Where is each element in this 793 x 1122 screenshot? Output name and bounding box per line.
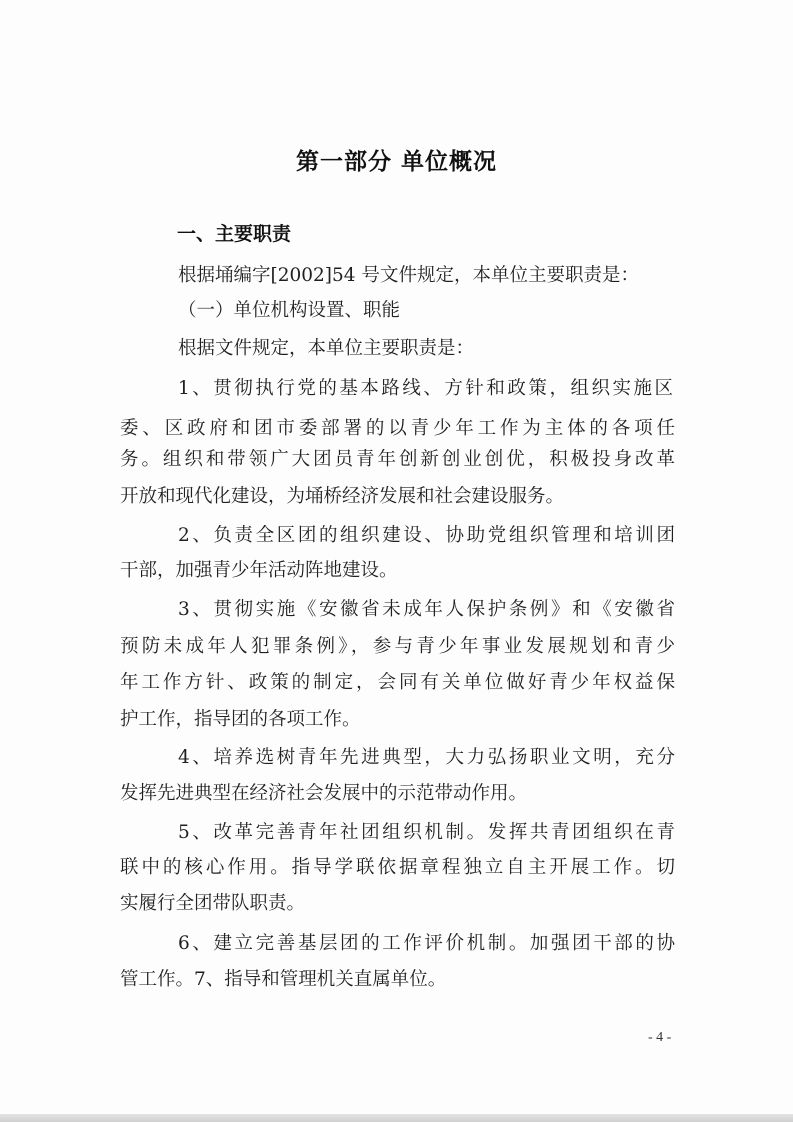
paragraph-line: 2、负责全区团的组织建设、协助党组织管理和培训团 (178, 525, 675, 546)
paragraph-line: 1、贯彻执行党的基本路线、方针和政策，组织实施区 (178, 378, 673, 399)
paragraph-line: 发挥先进典型在经济社会发展中的示范带动作用。 (120, 783, 528, 804)
paragraph-line: 管工作。7、指导和管理机关直属单位。 (120, 969, 447, 990)
paragraph-line: 根据文件规定，本单位主要职责是： (178, 338, 475, 359)
paragraph-line: 预防未成年人犯罪条例》，参与青少年事业发展规划和青少 (120, 636, 675, 657)
page-title: 第一部分 单位概况 (295, 149, 497, 175)
paragraph-line: 务。组织和带领广大团员青年创新创业创优，积极投身改革 (120, 449, 675, 470)
paragraph-line: 护工作，指导团的各项工作。 (120, 709, 361, 730)
paragraph-line: 委、区政府和团市委部署的以青少年工作为主体的各项任 (120, 418, 675, 439)
page-number: - 4 - (648, 1030, 672, 1045)
paragraph-line: 5、改革完善青年社团组织机制。发挥共青团组织在青 (178, 822, 675, 843)
paragraph-line: （一）单位机构设置、职能 (178, 300, 401, 321)
paragraph-line: 根据埇编字[2002]54 号文件规定，本单位主要职责是： (178, 265, 639, 286)
paragraph-line: 年工作方针、政策的制定，会同有关单位做好青少年权益保 (120, 672, 675, 693)
paragraph-line: 6、建立完善基层团的工作评价机制。加强团干部的协 (178, 933, 675, 954)
paragraph-line: 开放和现代化建设，为埇桥经济发展和社会建设服务。 (120, 486, 565, 507)
paragraph-line: 实履行全团带队职责。 (120, 893, 306, 914)
page-bottom-edge (0, 1114, 793, 1122)
paragraph-line: 3、贯彻实施《安徽省未成年人保护条例》和《安徽省 (178, 599, 675, 620)
paragraph-line: 4、培养选树青年先进典型，大力弘扬职业文明，充分 (178, 747, 675, 768)
paragraph-line: 联中的核心作用。指导学联依据章程独立自主开展工作。切 (120, 857, 675, 878)
paragraph-line: 干部，加强青少年活动阵地建设。 (120, 560, 398, 581)
section-heading: 一、主要职责 (177, 223, 292, 245)
